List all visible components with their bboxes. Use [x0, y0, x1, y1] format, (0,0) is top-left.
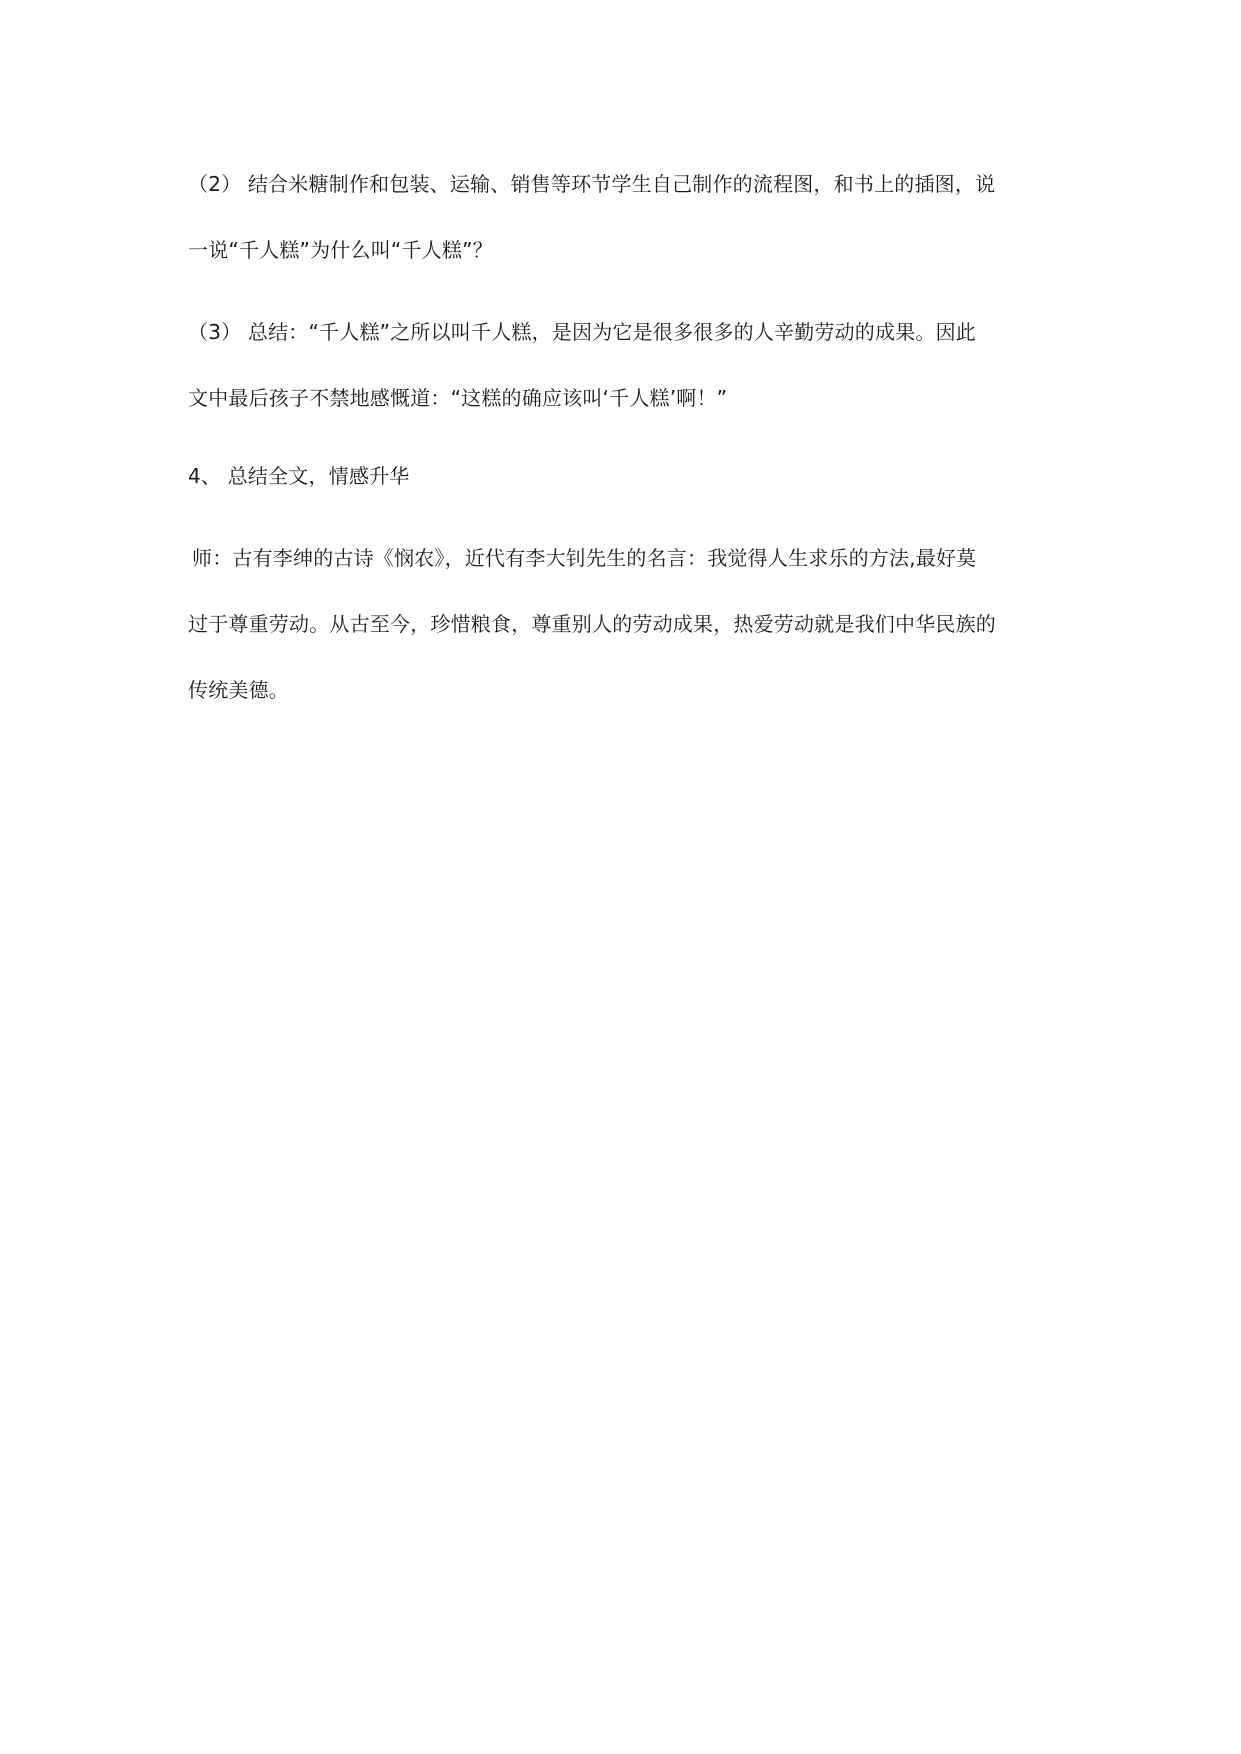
teacher-paragraph-line-2: 过于尊重劳动。从古至今，珍惜粮食，尊重别人的劳动成果，热爱劳动就是我们中华民族的	[188, 612, 996, 636]
paragraph-2-line-2: 一说“千人糕”为什么叫“千人糕”？	[188, 238, 493, 262]
paragraph-2-line-1: （2） 结合米糖制作和包装、运输、销售等环节学生自己制作的流程图，和书上的插图，说	[188, 172, 996, 196]
paragraph-3-line-2: 文中最后孩子不禁地感慨道：“这糕的确应该叫‘千人糕’啊！”	[188, 386, 728, 410]
paragraph-3-line-1: （3） 总结：“千人糕”之所以叫千人糕，是因为它是很多很多的人辛勤劳动的成果。因此	[188, 320, 977, 344]
section-heading: 4、 总结全文，情感升华	[188, 464, 410, 488]
teacher-paragraph-line-3: 传统美德。	[188, 678, 289, 702]
teacher-paragraph-line-1: 师：古有李绅的古诗《悯农》，近代有李大钊先生的名言：我觉得人生求乐的方法,最好莫	[192, 546, 977, 570]
